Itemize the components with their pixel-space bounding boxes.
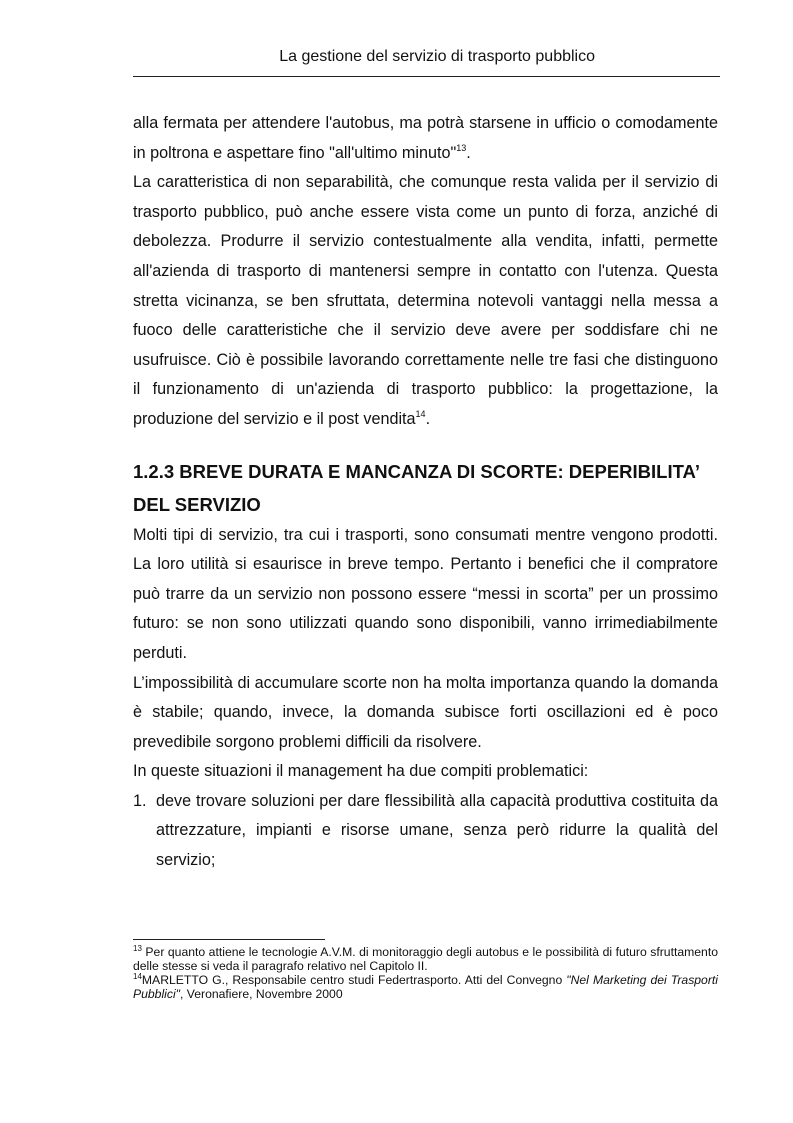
paragraph-1-tail: . [466,143,471,162]
paragraph-5: In queste situazioni il management ha due compiti problematici: [133,762,589,781]
footnote-ref-14: 14 [415,408,426,419]
footnote-13-text: Per quanto attiene le tecnologie A.V.M. di monitoraggio degli autobus e le possibilità di futuro sfruttamento delle stesse si veda il paragrafo relativo nel Capitolo II. [133,945,718,973]
paragraph-4: L’impossibilità di accumulare scorte non ha molta importanza quando la domanda è stabile; quando, invece, la domanda subisce forti oscillazioni ed è poco prevedibile sorgono problemi difficili da risolvere. [133,673,718,751]
footnote-14-text-b: , Veronafiere, Novembre 2000 [180,987,343,1001]
header-rule [133,76,720,77]
list-item-number: 1. [133,791,147,810]
footnote-14-mark: 14 [133,972,142,981]
footnote-13-mark: 13 [133,944,142,953]
paragraph-2-text: La caratteristica di non separabilità, che comunque resta valida per il servizio di trasporto pubblico, può anche essere vista come un punto di forza, anziché di debolezza. Produrre il servizio contestualmente alla vendita, infatti, permette all'azienda di trasporto di mantenersi sempre in contatto con l'utenza. Questa stretta vicinanza, se ben sfruttata, determina notevoli vantaggi nella messa a fuoco delle caratteristiche che il servizio deve avere per soddisfare chi ne usufruisce. Ciò è possibile lavorando correttamente nelle tre fasi che distinguono il funzionamento di un'azienda di trasporto pubblico: la progettazione, la produzione del servizio e il post vendita [133,173,718,428]
footnote-14-title: "Nel Marketing dei Trasporti Pubblici" [133,973,718,1001]
running-header [133,48,720,66]
footnote-13 [133,945,718,973]
footnote-14 [133,973,718,1001]
task-list [133,787,718,876]
footnote-14-text-a: MARLETTO G., Responsabile centro studi Federtrasporto. Atti del Convegno [141,973,567,987]
body-text [133,109,718,876]
paragraph-1-text: alla fermata per attendere l'autobus, ma potrà starsene in ufficio o comodamente in poltrona e aspettare fino "all'ultimo minuto" [133,114,718,162]
footnote-ref-13: 13 [456,142,467,153]
list-item [133,787,718,876]
list-item-text: deve trovare soluzioni per dare flessibilità alla capacità produttiva costituita da attrezzature, impianti e risorse umane, senza però ridurre la qualità del servizio; [156,791,718,870]
paragraph-2 [133,168,718,434]
paragraph-3: Molti tipi di servizio, tra cui i trasporti, sono consumati mentre vengono prodotti. La loro utilità si esaurisce in breve tempo. Pertanto i benefici che il compratore può trarre da un servizio non possono essere “messi in scorta” per un prossimo futuro: se non sono utilizzati quando sono disponibili, vanno irrimediabilmente perduti. [133,525,718,662]
running-header-title: La gestione del servizio di trasporto pubblico [279,48,595,65]
footnotes [133,945,718,1001]
section-heading: 1.2.3 BREVE DURATA E MANCANZA DI SCORTE: DEPERIBILITA’ DEL SERVIZIO [133,460,700,515]
paragraph-2-tail: . [425,409,431,428]
footnote-rule [133,939,325,940]
paragraph-1 [133,109,718,168]
